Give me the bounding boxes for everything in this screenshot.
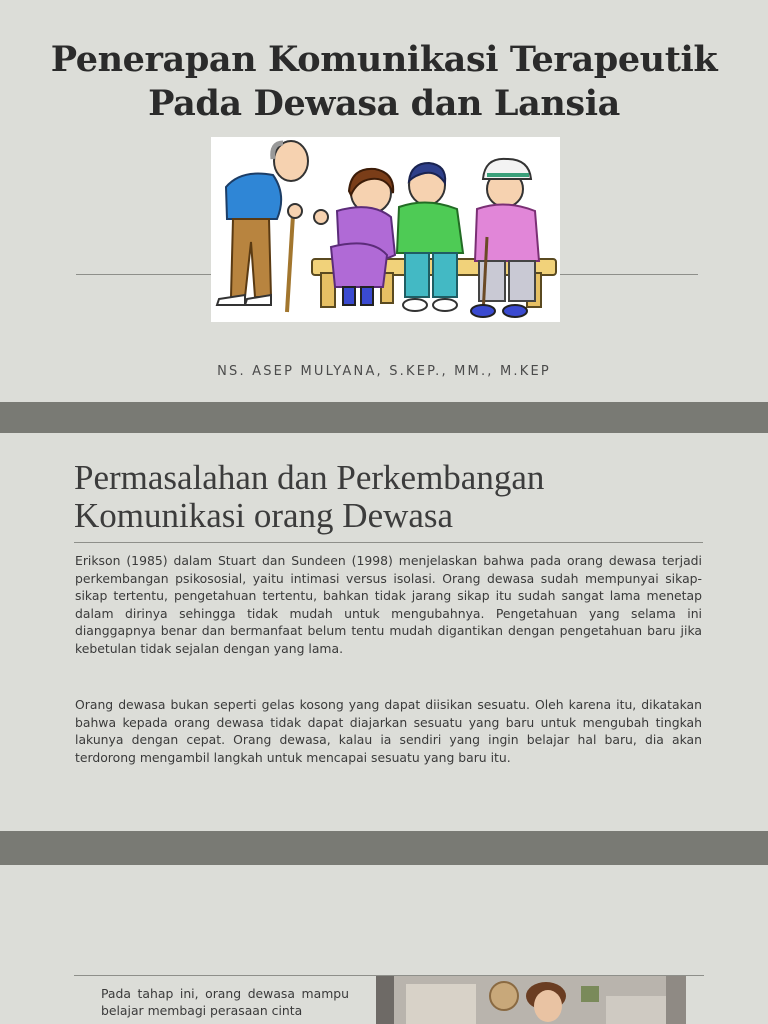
slide-separator [0, 402, 768, 433]
content-slide [0, 433, 768, 831]
title-line-1: Penerapan Komunikasi Terapeutik [50, 39, 718, 80]
heading-line-1: Permasalahan dan Perkembangan [74, 458, 545, 497]
content-slide-partial [0, 865, 768, 1024]
title-slide [0, 0, 768, 402]
kitchen-photo [376, 976, 686, 1024]
body-paragraph-2: Orang dewasa bukan seperti gelas kosong yang dapat diisikan sesuatu. Oleh karena itu, dikatakan bahwa kepada orang dewasa tidak dapat diajarkan sesuatu yang baru untuk mengubah tingkah lakunya dengan cepat. Orang dewasa, kalau ia sendiri yang ingin belajar hal baru, dia akan terdorong mengambil langkah untuk mencapai sesuatu yang baru itu. [75, 697, 702, 765]
slide-heading [74, 459, 714, 535]
elderly-people-illustration [211, 137, 560, 322]
title-rule-right [560, 274, 698, 275]
heading-line-2: Komunikasi orang Dewasa [74, 496, 454, 535]
heading-rule [74, 542, 703, 543]
body-paragraph: Pada tahap ini, orang dewasa mampu belajar membagi perasaan cinta [101, 986, 349, 1018]
author-subtitle: NS. ASEP MULYANA, S.KEP., MM., M.KEP [217, 364, 551, 379]
title-line-2: Pada Dewasa dan Lansia [148, 83, 620, 124]
slide-separator [0, 831, 768, 865]
presentation-title [0, 38, 768, 126]
title-rule-left [76, 274, 211, 275]
body-paragraph-1: Erikson (1985) dalam Stuart dan Sundeen (1998) menjelaskan bahwa pada orang dewasa terjadi perkembangan psikososial, yaitu intimasi versus isolasi. Orang dewasa sudah mempunyai sikap-sikap tertentu, pengetahuan tertentu, bahkan tidak jarang sikap itu sudah sangat lama menetap dalam dirinya sehingga tidak mudah untuk mengubahnya. Pengetahuan yang selama ini dianggapnya benar dan bermanfaat belum tentu mudah digantikan dengan pengetahuan baru jika kebetulan tidak sejalan dengan yang lama. [75, 553, 702, 656]
